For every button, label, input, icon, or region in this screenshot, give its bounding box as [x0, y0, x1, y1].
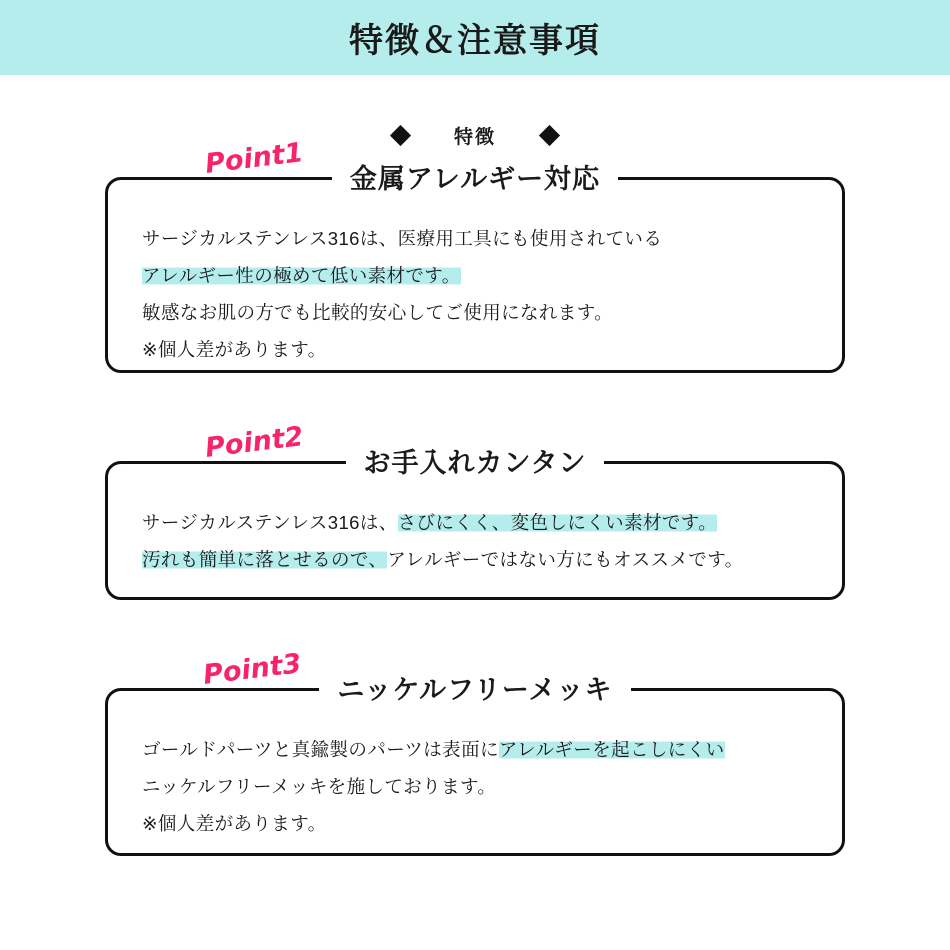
point-body-line: [142, 541, 808, 578]
point-card: [105, 448, 845, 600]
point-block: [105, 421, 845, 600]
features-section-label: 特徴: [453, 127, 496, 148]
body-text: ※個人差があります。: [142, 813, 327, 834]
point-card: [105, 675, 845, 856]
point-badge: Point1: [203, 137, 306, 180]
point-body-line: [142, 805, 808, 842]
point-title: 金属アレルギー対応: [332, 159, 618, 199]
page-header: [0, 0, 950, 75]
point-body: [142, 220, 808, 368]
diamond-icon: [390, 125, 411, 146]
body-text: アレルギーではない方にもオススメです。: [387, 549, 744, 570]
body-text-highlighted: アレルギーを起こしにくい: [498, 739, 725, 760]
body-text: ※個人差があります。: [142, 339, 327, 360]
point-title: お手入れカンタン: [346, 443, 605, 483]
point-badge: Point3: [201, 648, 304, 691]
page-title: 特徴＆注意事項: [349, 22, 601, 60]
body-text: ニッケルフリーメッキを施しております。: [142, 776, 497, 797]
point-block: [105, 648, 845, 856]
features-section-heading: [0, 122, 950, 149]
body-text: ゴールドパーツと真鍮製のパーツは表面に: [142, 739, 499, 760]
point-body-line: [142, 731, 808, 768]
body-text-highlighted: アレルギー性の極めて低い素材です。: [142, 265, 461, 286]
point-body-line: [142, 220, 808, 257]
body-text-highlighted: 汚れも簡単に落とせるので、: [142, 549, 388, 570]
point-body-line: [142, 504, 808, 541]
body-text-highlighted: さびにくく、変色しにくい素材です。: [397, 512, 718, 533]
point-body-line: [142, 331, 808, 368]
diamond-icon: [539, 125, 560, 146]
point-body: [142, 504, 808, 578]
point-body-line: [142, 257, 808, 294]
point-body: [142, 731, 808, 842]
point-card: [105, 164, 845, 373]
body-text: サージカルステンレス316は、: [142, 512, 398, 533]
point-title: ニッケルフリーメッキ: [319, 670, 630, 710]
body-text: 敏感なお肌の方でも比較的安心してご使用になれます。: [142, 302, 614, 323]
point-body-line: [142, 294, 808, 331]
point-body-line: [142, 768, 808, 805]
body-text: サージカルステンレス316は、医療用工具にも使用されている: [142, 228, 663, 249]
point-badge: Point2: [203, 421, 306, 464]
